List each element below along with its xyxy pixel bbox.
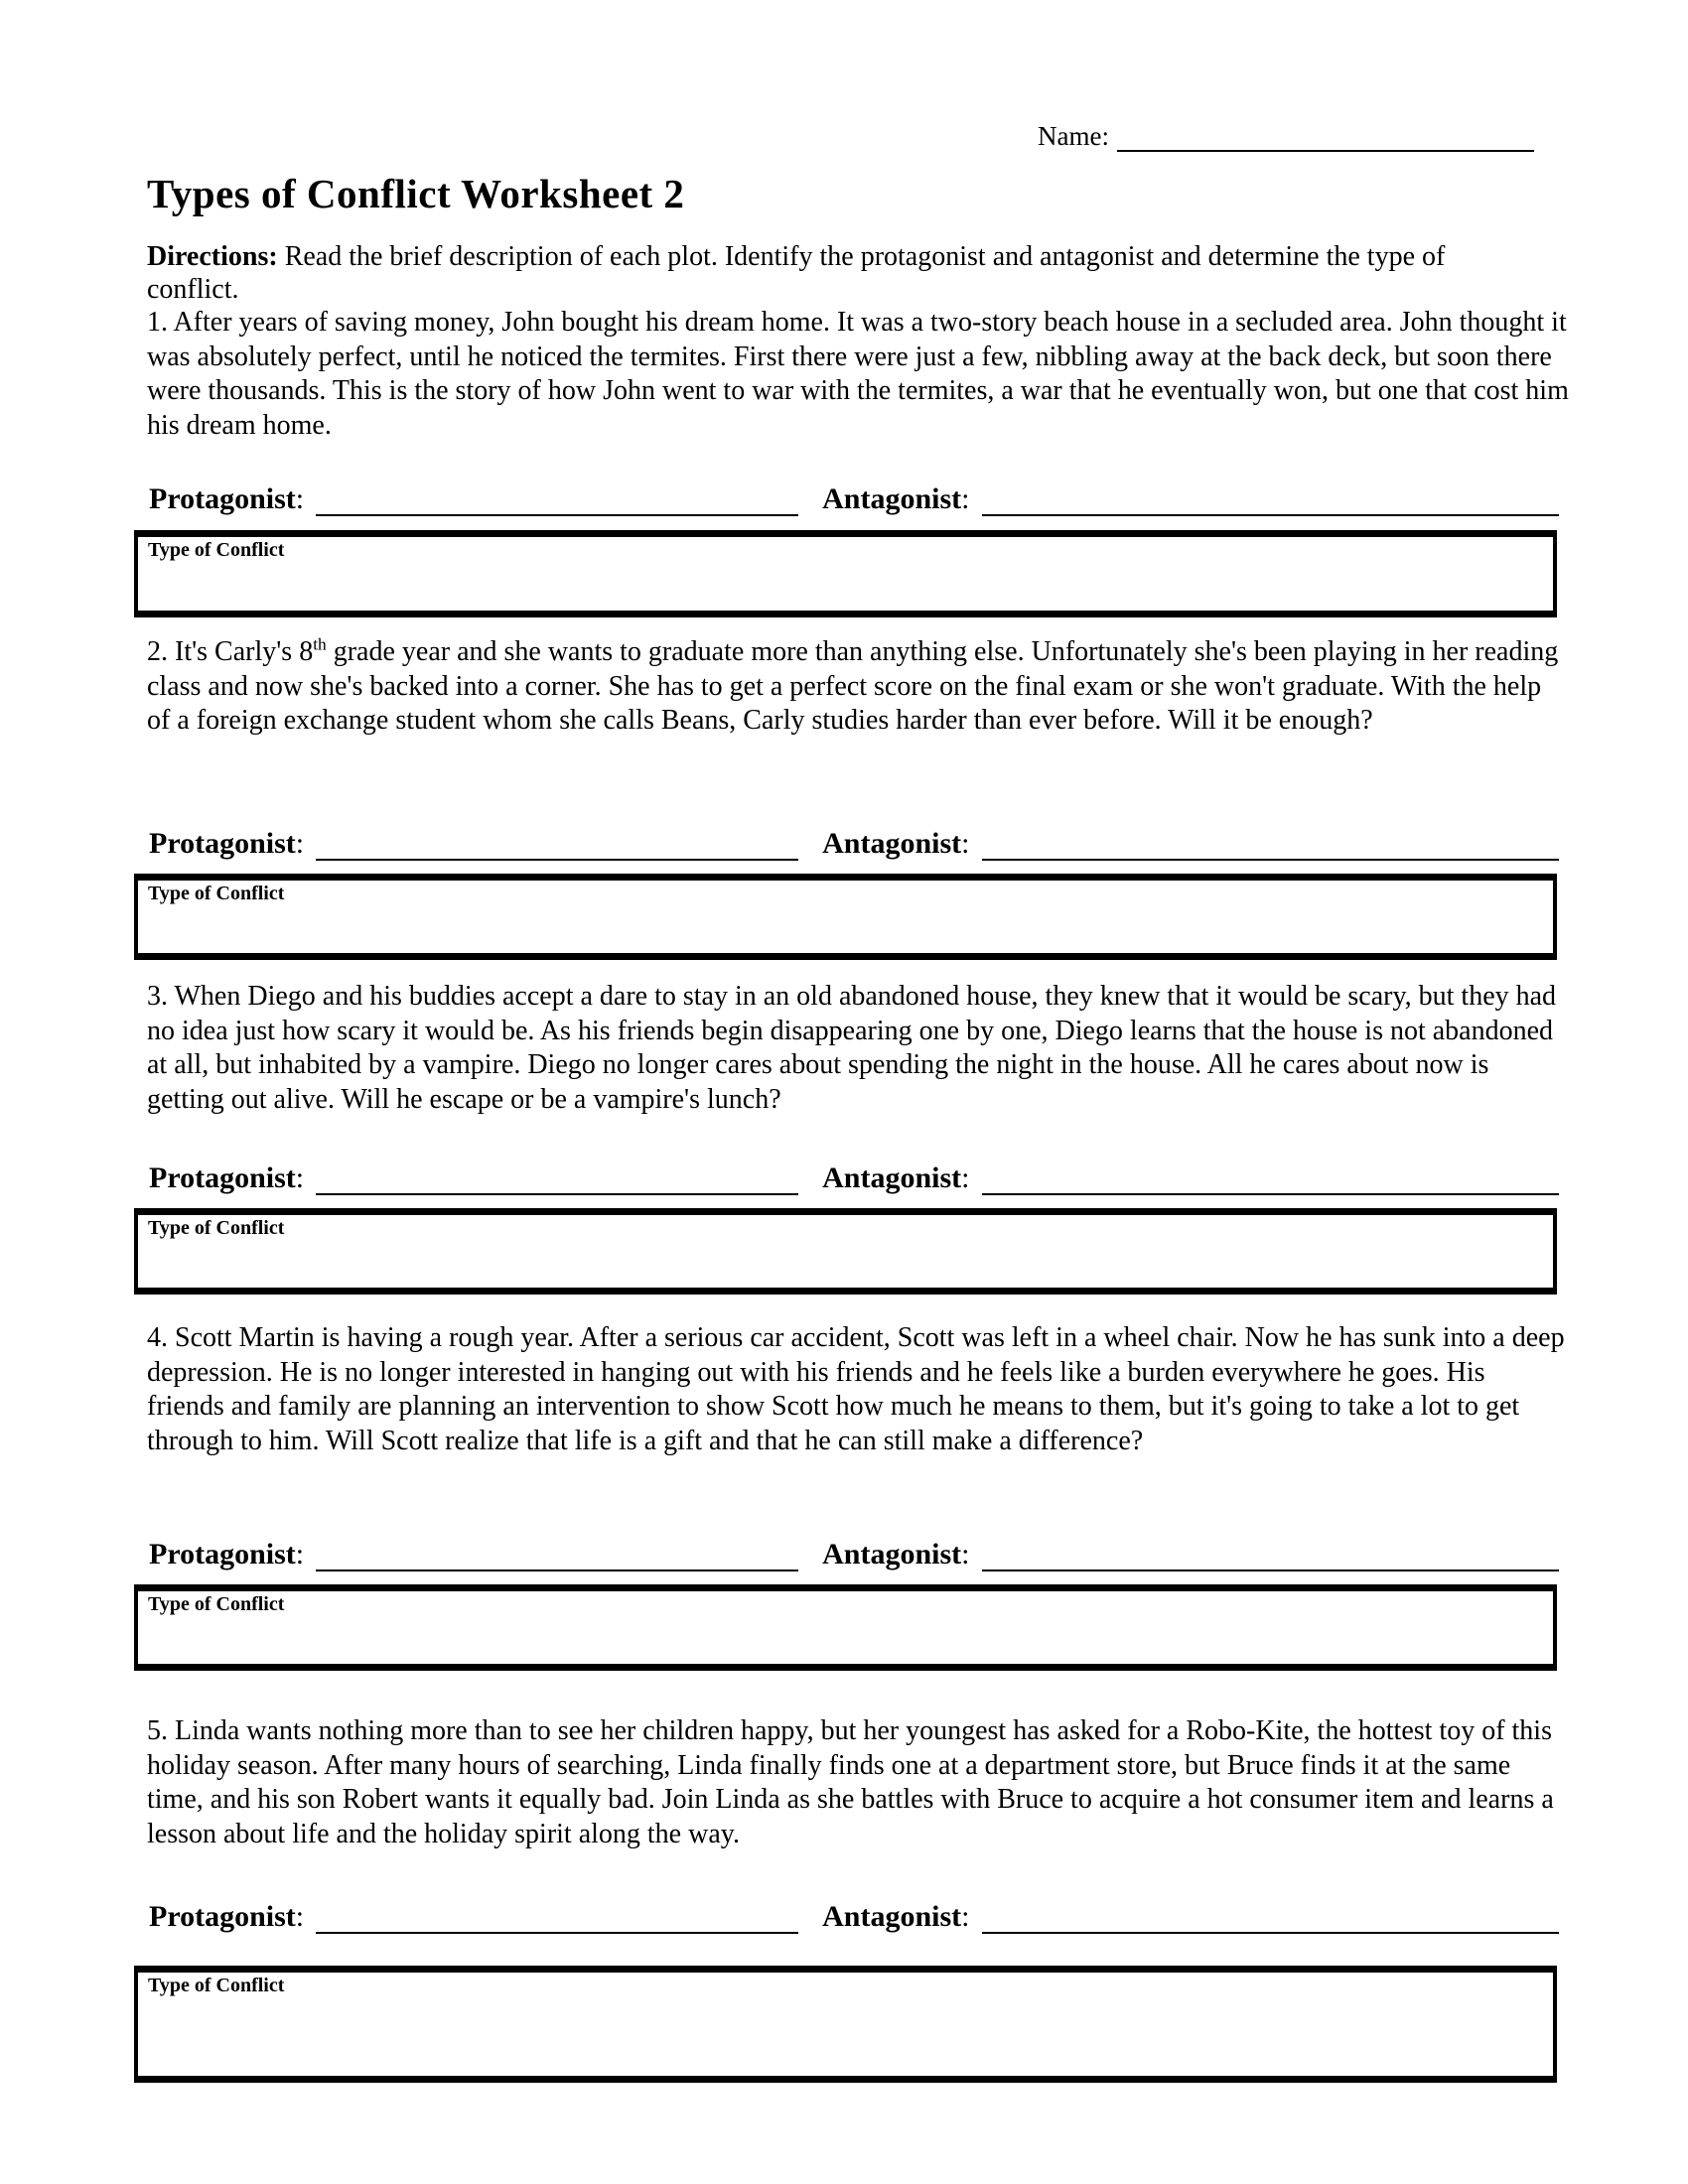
type-of-conflict-box-4[interactable] [134, 1584, 1557, 1671]
protagonist-blank-line[interactable] [316, 825, 798, 861]
protagonist-label: Protagonist: [149, 1161, 305, 1194]
antagonist-blank-line[interactable] [982, 825, 1560, 861]
question-4-text: 4. Scott Martin is having a rough year. After a serious car accident, Scott was left in a wheel chair. Now he has sunk into a deep depression. He is no longer interested in hanging out with his friends and he feels like a burden everywhere he goes. His friends and family are planning an intervention to show Scott how much he means to them, but it's going to take a lot to get through to him. Will Scott realize that life is a gift and that he can still make a difference? [147, 1322, 1565, 1456]
directions-text: Read the brief description of each plot. Identify the protagonist and antagonist and determine the type of conflict. [147, 241, 1446, 305]
protagonist-label: Protagonist: [149, 1538, 305, 1570]
antagonist-blank-line[interactable] [982, 1898, 1560, 1934]
protagonist-blank-line[interactable] [316, 480, 798, 516]
protagonist-label: Protagonist: [149, 1900, 305, 1933]
name-label: Name: [1038, 121, 1109, 151]
antagonist-blank-line[interactable] [982, 1536, 1560, 1571]
question-3-text: 3. When Diego and his buddies accept a dare to stay in an old abandoned house, they knew that it would be scary, but they had no idea just how scary it would be. As his friends begin disappearing one by one, Diego learns that the house is not abandoned at all, but inhabited by a vampire. Diego no longer cares about spending the night in the house. All he cares about now is getting out alive. Will he escape or be a vampire's lunch? [147, 981, 1557, 1115]
type-of-conflict-box-2[interactable] [134, 874, 1557, 960]
antagonist-blank-line[interactable] [982, 1160, 1560, 1195]
antagonist-label: Antagonist: [822, 1900, 970, 1933]
name-row [1038, 120, 1534, 152]
antagonist-label: Antagonist: [822, 482, 970, 515]
page-title: Types of Conflict Worksheet 2 [147, 171, 685, 217]
type-of-conflict-label: Type of Conflict [148, 1593, 285, 1615]
type-of-conflict-label: Type of Conflict [148, 1217, 285, 1239]
question-2-text: 2. It's Carly's 8th grade year and she wants to graduate more than anything else. Unfortunately she's been playing in her reading class and now she's backed into a corner. She has to get a perfect score on the final exam or she won't graduate. With the help of a foreign exchange student whom she calls Beans, Carly studies harder than ever before. Will it be enough? [147, 634, 1559, 736]
question-5-answer-row [149, 1898, 1559, 1934]
type-of-conflict-label: Type of Conflict [148, 539, 285, 561]
directions-label: Directions: [147, 241, 278, 272]
antagonist-label: Antagonist: [822, 827, 970, 860]
question-1-answer-row [149, 480, 1559, 516]
protagonist-blank-line[interactable] [316, 1536, 798, 1571]
protagonist-label: Protagonist: [149, 827, 305, 860]
protagonist-blank-line[interactable] [316, 1160, 798, 1195]
question-2-answer-row [149, 825, 1559, 861]
type-of-conflict-box-3[interactable] [134, 1208, 1557, 1295]
antagonist-label: Antagonist: [822, 1161, 970, 1194]
protagonist-label: Protagonist: [149, 482, 305, 515]
protagonist-blank-line[interactable] [316, 1898, 798, 1934]
type-of-conflict-label: Type of Conflict [148, 1975, 285, 1996]
type-of-conflict-box-5[interactable] [134, 1966, 1557, 2083]
question-4-answer-row [149, 1536, 1559, 1571]
question-3-answer-row [149, 1160, 1559, 1195]
name-blank-line[interactable] [1117, 120, 1534, 152]
type-of-conflict-box-1[interactable] [134, 530, 1557, 617]
question-5-text: 5. Linda wants nothing more than to see her children happy, but her youngest has asked for a Robo-Kite, the hottest toy of this holiday season. After many hours of searching, Linda finally finds one at a department store, but Bruce finds it at the same time, and his son Robert wants it equally bad. Join Linda as she battles with Bruce to acquire a hot consumer item and learns a lesson about life and the holiday spirit along the way. [147, 1715, 1554, 1849]
antagonist-label: Antagonist: [822, 1538, 970, 1570]
type-of-conflict-label: Type of Conflict [148, 883, 285, 904]
directions [147, 240, 1487, 306]
question-1-text: 1. After years of saving money, John bought his dream home. It was a two-story beach house in a secluded area. John thought it was absolutely perfect, until he noticed the termites. First there were just a few, nibbling away at the back deck, but soon there were thousands. This is the story of how John went to war with the termites, a war that he eventually won, but one that cost him his dream home. [147, 307, 1569, 441]
antagonist-blank-line[interactable] [982, 480, 1560, 516]
